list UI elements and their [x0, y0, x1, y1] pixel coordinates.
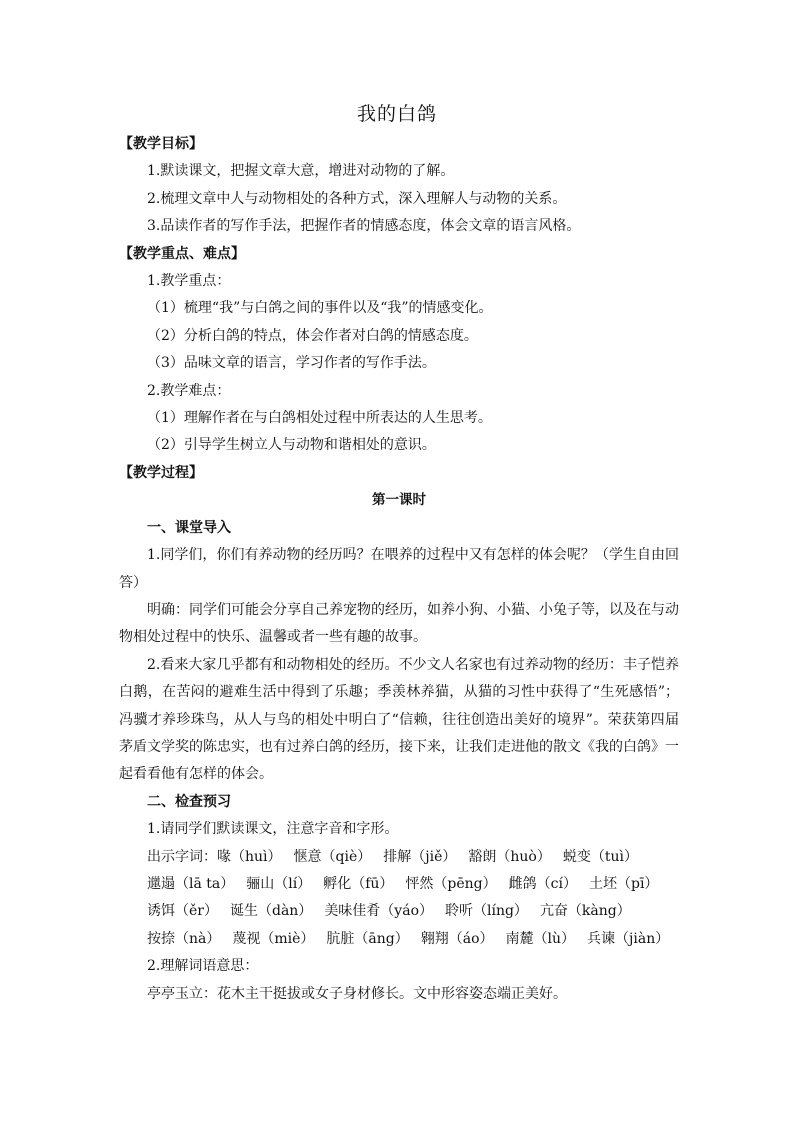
vocab-word: 诞生（dàn）	[229, 903, 313, 920]
vocab-word: 孵化（fū）	[323, 875, 394, 892]
vocab-row	[119, 926, 679, 953]
vocab-word: 蜕变（tuì）	[562, 848, 638, 865]
vocab-word: 翱翔（áo）	[420, 930, 494, 947]
vocab-word: 土坯（pī）	[588, 875, 659, 892]
process-heading: 【教学过程】	[119, 464, 203, 481]
vocab-word: 豁朗（huò）	[468, 848, 551, 865]
vocab-word: 排解（jiě）	[383, 848, 457, 865]
document-body	[119, 131, 679, 1008]
vocab-word: 按捺（nà）	[147, 930, 221, 947]
vocab-word: 聆听（líng）	[445, 903, 528, 920]
difficulty-item: （2）引导学生树立人与动物和谐相处的意识。	[147, 437, 436, 454]
page-title: 我的白鸽	[356, 103, 437, 125]
vocab-word: 南麓（lù）	[505, 930, 576, 947]
goal-item: 3.品读作者的写作手法，把握作者的情感态度，体会文章的语言风格。	[147, 218, 581, 235]
vocab-row	[119, 871, 679, 898]
vocab-word: 骊山（lí）	[246, 875, 312, 892]
vocab-row	[119, 898, 679, 925]
vocab-word: 亢奋（kàng）	[539, 903, 631, 920]
focus-item: （2）分析白鸽的特点，体会作者对白鸽的情感态度。	[147, 327, 478, 344]
difficulty-item: （1）理解作者在与白鸽相处过程中所表达的人生思考。	[147, 410, 492, 427]
vocab-word: 美味佳肴（yáo）	[324, 903, 433, 920]
goals-heading: 【教学目标】	[119, 136, 203, 152]
preview-paragraph: 1.请同学们默读课文，注意字音和字形。	[147, 821, 399, 838]
definition-paragraph: 亭亭玉立：花木主干挺拔或女子身材修长。文中形容姿态端正美好。	[147, 985, 567, 1002]
goal-item: 1.默读课文，把握文章大意，增进对动物的了解。	[147, 163, 455, 180]
vocab-row	[119, 844, 679, 871]
vocab-word: 惬意（qiè）	[293, 848, 372, 865]
key-points-heading: 【教学重点、难点】	[119, 245, 245, 262]
preview-paragraph: 2.理解词语意思：	[147, 958, 259, 975]
vocab-word: 喙（huì）	[217, 848, 282, 865]
difficulty-label: 2.教学难点：	[147, 382, 231, 399]
goal-item: 2.梳理文章中人与动物相处的各种方式，深入理解人与动物的关系。	[147, 190, 567, 207]
focus-item: （1）梳理“我”与白鸽之间的事件以及“我”的情感变化。	[147, 300, 493, 317]
intro-paragraph: 1.同学们，你们有养动物的经历吗？在喂养的过程中又有怎样的体会呢？（学生自由回答）	[119, 547, 679, 591]
intro-paragraph: 明确：同学们可能会分享自己养宠物的经历，如养小狗、小猫、小兔子等，以及在与动物相处过程中的快乐、温馨或者一些有趣的故事。	[119, 601, 679, 646]
vocab-word: 诱饵（ěr）	[147, 903, 218, 920]
vocab-word: 兵谏（jiàn）	[587, 930, 670, 947]
section-heading-preview: 二、检查预习	[147, 793, 231, 810]
lesson-title: 第一课时	[372, 492, 426, 509]
section-heading-intro: 一、课堂导入	[147, 519, 231, 536]
vocab-label: 出示字词：	[147, 848, 217, 865]
vocab-word: 邋遢（lā ta）	[147, 875, 235, 892]
intro-paragraph: 2.看来大家几乎都有和动物相处的经历。不少文人名家也有过养动物的经历：丰子恺养白鹅，在苦闷的避难生活中得到了乐趣；季羡林养猫，从猫的习性中获得了“生死感悟”；冯骥才养珍珠鸟，从人与鸟的相处中明白了“信赖，往往创造出美好的境界”。荣获第四届茅盾文学奖的陈忠实，也有过养白鸽的经历，接下来，让我们走进他的散文《我的白鸽》一起看看他有怎样的体会。	[119, 656, 679, 783]
vocab-word: 怦然（pēng）	[405, 875, 497, 892]
vocab-word: 肮脏（āng）	[326, 930, 409, 947]
focus-item: （3）品味文章的语言，学习作者的写作手法。	[147, 355, 436, 372]
vocab-word: 雌鸽（cí）	[508, 875, 577, 892]
vocab-word: 蔑视（miè）	[232, 930, 315, 947]
focus-label: 1.教学重点：	[147, 273, 231, 290]
